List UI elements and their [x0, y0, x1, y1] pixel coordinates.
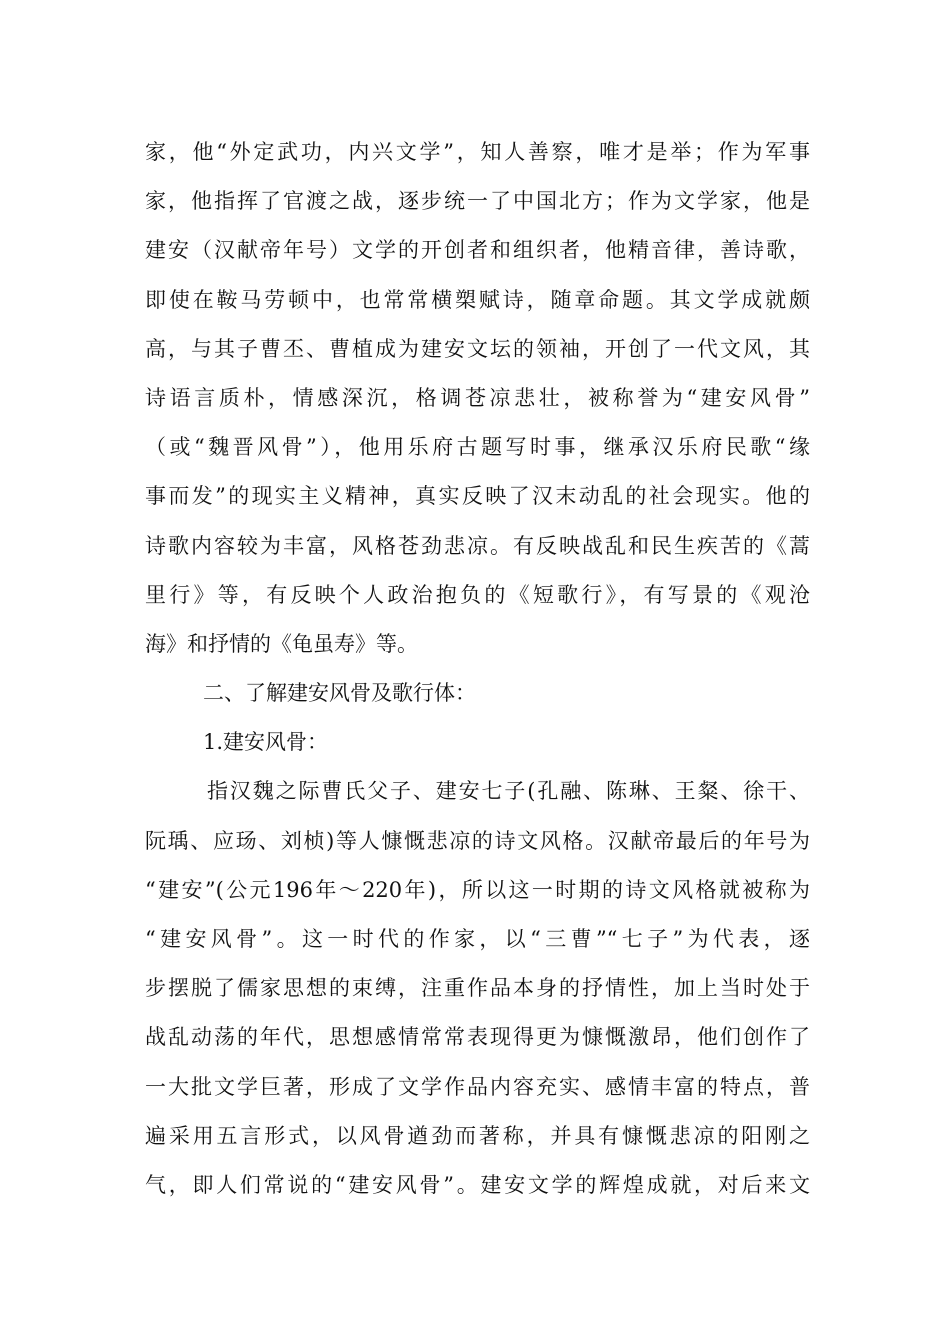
text-line: 战乱动荡的年代，思想感情常常表现得更为慷慨激昂，他们创作了 — [145, 1025, 810, 1050]
text-line: 高，与其子曹丕、曹植成为建安文坛的领袖，开创了一代文风，其 — [145, 336, 810, 361]
text-line: “建安”(公元196年～220年)，所以这一时期的诗文风格就被称为 — [145, 877, 810, 902]
text-line: 遍采用五言形式，以风骨遒劲而著称，并具有慷慨悲凉的阳刚之 — [145, 1123, 810, 1148]
text-line: 步摆脱了儒家思想的束缚，注重作品本身的抒情性，加上当时处于 — [145, 976, 810, 1001]
text-line: 里行》等，有反映个人政治抱负的《短歌行》，有写景的《观沧 — [145, 582, 810, 607]
text-line: 家，他“外定武功，内兴文学”，知人善察，唯才是举；作为军事 — [145, 140, 810, 164]
text-line: 一大批文学巨著，形成了文学作品内容充实、感情丰富的特点，普 — [145, 1074, 810, 1099]
text-line: 气，即人们常说的“建安风骨”。建安文学的辉煌成就，对后来文 — [145, 1172, 810, 1197]
text-line: 指汉魏之际曹氏父子、建安七子(孔融、陈琳、王粲、徐干、 — [207, 779, 810, 804]
subsection-heading: 1.建安风骨： — [203, 730, 329, 755]
text-line: 建安（汉献帝年号）文学的开创者和组织者，他精音律，善诗歌， — [145, 238, 810, 263]
text-line: 阮瑀、应玚、刘桢)等人慷慨悲凉的诗文风格。汉献帝最后的年号为 — [145, 828, 810, 853]
text-line: 诗歌内容较为丰富，风格苍劲悲凉。有反映战乱和民生疾苦的《蒿 — [145, 533, 810, 558]
section-heading: 二、了解建安风骨及歌行体： — [203, 681, 476, 706]
text-line: 即使在鞍马劳顿中，也常常横槊赋诗，随章命题。其文学成就颇 — [145, 287, 810, 312]
body-text — [145, 128, 810, 1210]
text-line: 海》和抒情的《龟虽寿》等。 — [145, 631, 418, 656]
text-line: 事而发”的现实主义精神，真实反映了汉末动乱的社会现实。他的 — [145, 484, 810, 509]
text-line: 诗语言质朴，情感深沉，格调苍凉悲壮，被称誉为“建安风骨” — [145, 385, 810, 410]
text-line: 家，他指挥了官渡之战，逐步统一了中国北方；作为文学家，他是 — [145, 189, 810, 214]
text-line: （或“魏晋风骨”），他用乐府古题写时事，继承汉乐府民歌“缘 — [145, 435, 810, 460]
text-line: “建安风骨”。这一时代的作家，以“三曹”“七子”为代表，逐 — [145, 927, 810, 951]
